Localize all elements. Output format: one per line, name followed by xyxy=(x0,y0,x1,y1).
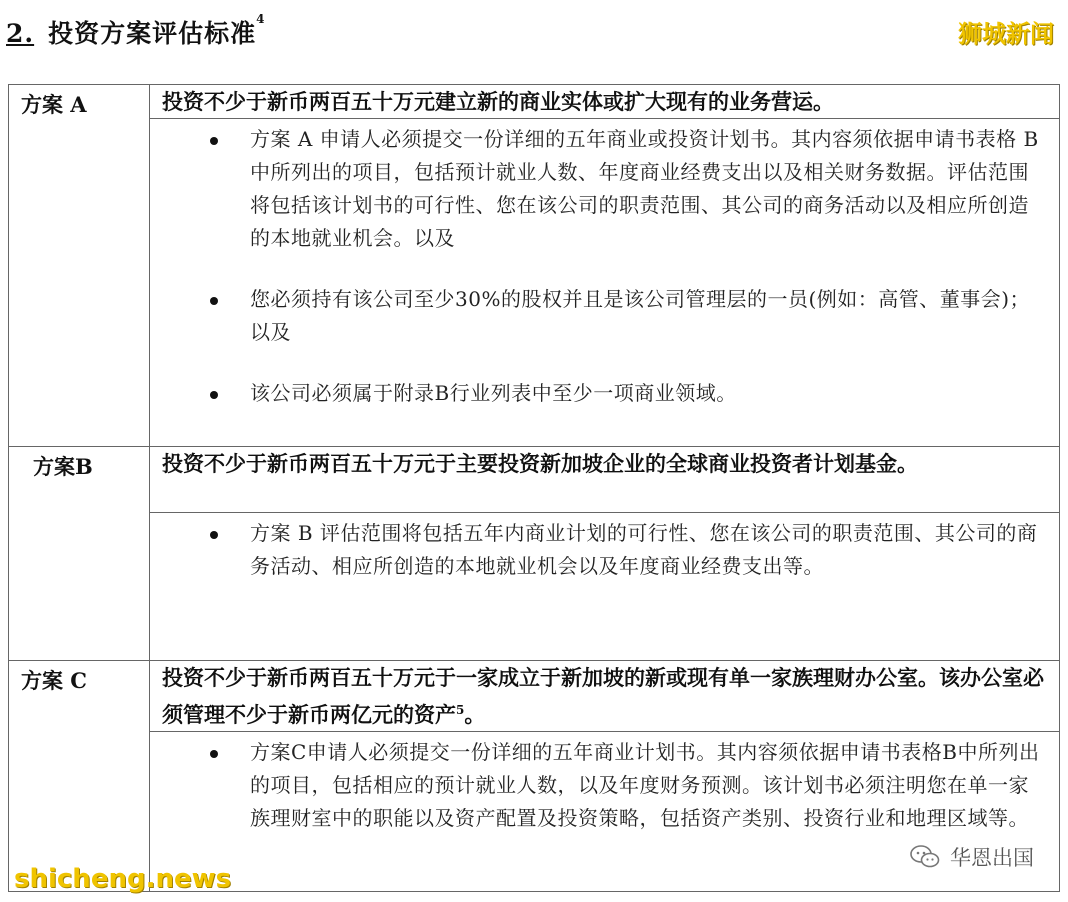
plan-c-title-end: 。 xyxy=(464,702,486,727)
list-item xyxy=(150,736,1049,835)
section-footnote-marker: 4 xyxy=(256,12,266,26)
wechat-account-name: 华恩出国 xyxy=(950,846,1034,870)
plan-b-title-row xyxy=(9,447,1060,513)
plan-b-title: 投资不少于新币两百五十万元于主要投资新加坡企业的全球商业投资者计划基金。 xyxy=(150,447,1060,513)
bullet-text: 方案C申请人必须提交一份详细的五年商业计划书。其内容须依据申请书表格B中所列出的项目，包括相应的预计就业人数，以及年度财务预测。该计划书必须注明您在单一家族理财室中的职能以及资产配置及投资策略，包括资产类别、投资行业和地理区域等。 xyxy=(250,740,1040,830)
plan-b-body xyxy=(150,513,1060,661)
bullet-dot-icon xyxy=(210,297,218,305)
section-title: 投资方案评估标准 xyxy=(48,19,257,48)
watermark-top: 狮城新闻 xyxy=(958,20,1054,48)
watermark-bottom: shicheng.news xyxy=(14,864,232,894)
plan-a-bullets xyxy=(150,119,1049,410)
plan-b-body-row xyxy=(9,513,1060,661)
spacer xyxy=(150,349,1049,377)
plan-a-body-row xyxy=(9,119,1060,447)
plan-c-footnote-marker: 5 xyxy=(456,703,465,717)
plans-table xyxy=(8,84,1060,892)
plan-c-label: 方案 C xyxy=(9,661,150,892)
list-item xyxy=(150,377,1049,410)
wechat-watermark xyxy=(910,842,1034,872)
plan-c-title-row xyxy=(9,661,1060,732)
bullet-text: 方案 B 评估范围将包括五年内商业计划的可行性、您在该公司的职责范围、其公司的商务活动、相应所创造的本地就业机会以及年度商业经费支出等。 xyxy=(250,521,1038,578)
plan-a-title: 投资不少于新币两百五十万元建立新的商业实体或扩大现有的业务营运。 xyxy=(150,85,1060,119)
bullet-dot-icon xyxy=(210,391,218,399)
bullet-text: 您必须持有该公司至少30%的股权并且是该公司管理层的一员(例如：高管、董事会)；以及 xyxy=(250,287,1031,344)
plan-c-bullets xyxy=(150,732,1049,835)
bullet-text: 该公司必须属于附录B行业列表中至少一项商业领域。 xyxy=(250,381,737,405)
section-heading xyxy=(6,14,265,50)
spacer xyxy=(150,255,1049,283)
plan-a-body xyxy=(150,119,1060,447)
plan-a-label: 方案 A xyxy=(9,85,150,447)
plan-a-title-row xyxy=(9,85,1060,119)
plan-c-title xyxy=(150,661,1060,732)
bullet-dot-icon xyxy=(210,137,218,145)
list-item xyxy=(150,123,1049,255)
plan-b-label: 方案B xyxy=(9,447,150,661)
plan-c-title-text: 投资不少于新币两百五十万元于一家成立于新加坡的新或现有单一家族理财办公室。该办公室必须管理不少于新币两亿元的资产 xyxy=(162,665,1044,727)
list-item xyxy=(150,283,1049,349)
bullet-text: 方案 A 申请人必须提交一份详细的五年商业或投资计划书。其内容须依据申请书表格 B 中所列出的项目，包括预计就业人数、年度商业经费支出以及相关财务数据。评估范围将包括该计划书的可行性、您在该公司的职责范围、其公司的商务活动以及相应所创造的本地就业机会。以及 xyxy=(250,127,1039,250)
wechat-icon xyxy=(910,844,940,870)
plan-b-bullets xyxy=(150,513,1049,583)
bullet-dot-icon xyxy=(210,750,218,758)
list-item xyxy=(150,517,1049,583)
bullet-dot-icon xyxy=(210,531,218,539)
section-number: 2. xyxy=(6,19,35,48)
